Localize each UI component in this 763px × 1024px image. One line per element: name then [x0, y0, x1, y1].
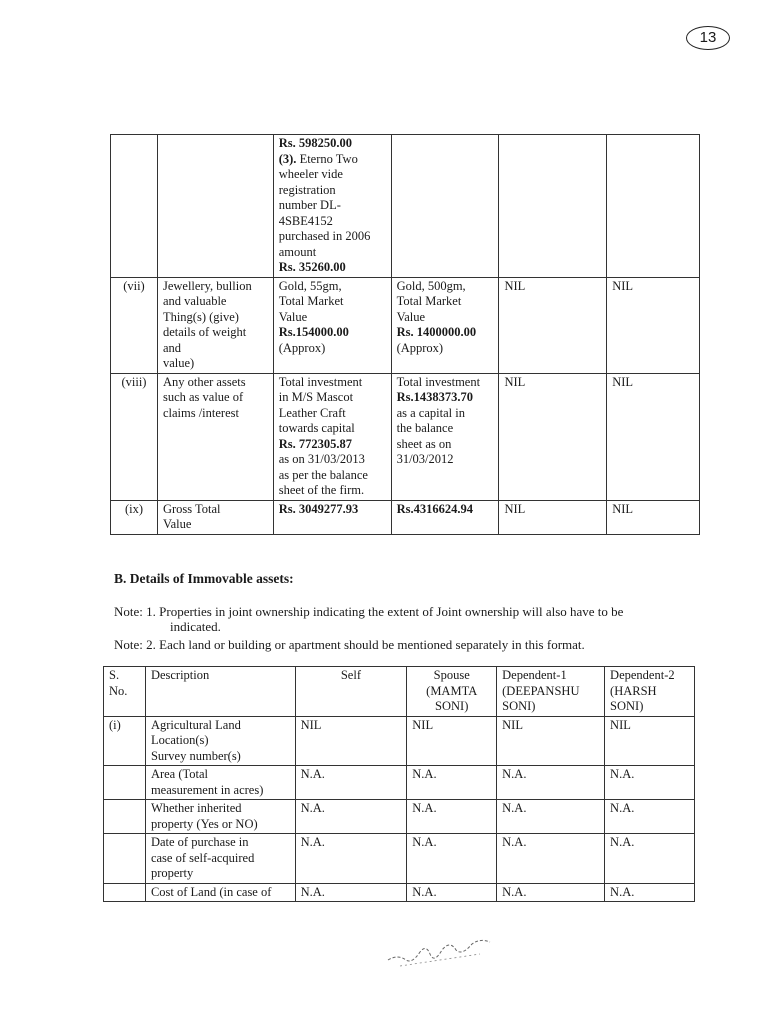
dependent-1-value: NIL: [499, 500, 607, 534]
asset-description: Cost of Land (in case of: [145, 883, 295, 902]
spouse-value: NIL: [407, 716, 497, 766]
dependent-1-value: NIL: [497, 716, 605, 766]
header-sno: S. No.: [104, 667, 146, 717]
dependent-1-value: N.A.: [497, 800, 605, 834]
table-row: [104, 883, 695, 902]
self-value: NIL: [295, 716, 407, 766]
dependent-1-value: N.A.: [497, 766, 605, 800]
movable-assets-table-continued: [110, 134, 700, 535]
dependent-2-value: NIL: [605, 716, 695, 766]
self-value: N.A.: [295, 800, 407, 834]
asset-description: [157, 135, 273, 278]
row-number: [104, 834, 146, 884]
dependent-2-value: N.A.: [605, 834, 695, 884]
header-dependent-1: Dependent-1 (DEEPANSHU SONI): [497, 667, 605, 717]
asset-description: Any other assets such as value of claims /interest: [157, 373, 273, 500]
row-number: [104, 800, 146, 834]
dependent-1-value: NIL: [499, 277, 607, 373]
header-description: Description: [145, 667, 295, 717]
spouse-value: [391, 135, 499, 278]
dependent-2-value: N.A.: [605, 883, 695, 902]
asset-description: Jewellery, bullion and valuable Thing(s) (give) details of weight and value): [157, 277, 273, 373]
self-value: Total investment in M/S Mascot Leather Craft towards capital Rs. 772305.87 as on 31/03/2013 as per the balance sheet of the firm.: [273, 373, 391, 500]
header-spouse: Spouse (MAMTA SONI): [407, 667, 497, 717]
row-number: (viii): [111, 373, 158, 500]
table-row: [111, 500, 700, 534]
note-2: Note: 2. Each land or building or apartment should be mentioned separately in this format.: [114, 637, 585, 652]
self-value: N.A.: [295, 766, 407, 800]
asset-description: Date of purchase in case of self-acquired property: [145, 834, 295, 884]
dependent-1-value: N.A.: [497, 883, 605, 902]
header-self: Self: [295, 667, 407, 717]
note-1-continuation: [170, 619, 221, 635]
dependent-2-value: N.A.: [605, 800, 695, 834]
row-number: [104, 766, 146, 800]
signature: [380, 932, 530, 972]
note-1-line-1: Note: 1. Properties in joint ownership indicating the extent of Joint ownership will also have to be: [114, 604, 624, 619]
table-row: [104, 716, 695, 766]
dependent-1-value: N.A.: [497, 834, 605, 884]
self-value: Rs. 598250.00 (3). Eterno Two wheeler vide registration number DL- 4SBE4152 purchased in 2006 amount Rs. 35260.00: [273, 135, 391, 278]
spouse-value: N.A.: [407, 766, 497, 800]
immovable-assets-table: [103, 666, 695, 902]
asset-description: Whether inherited property (Yes or NO): [145, 800, 295, 834]
table-row: [111, 135, 700, 278]
table-header-row: [104, 667, 695, 717]
row-number: (i): [104, 716, 146, 766]
row-number: [104, 883, 146, 902]
dependent-2-value: NIL: [607, 373, 700, 500]
section-b-heading: B. Details of Immovable assets:: [114, 571, 294, 586]
dependent-1-value: NIL: [499, 373, 607, 500]
spouse-value: N.A.: [407, 800, 497, 834]
dependent-2-value: N.A.: [605, 766, 695, 800]
dependent-2-value: NIL: [607, 277, 700, 373]
row-number: [111, 135, 158, 278]
asset-description: Gross Total Value: [157, 500, 273, 534]
row-number: (vii): [111, 277, 158, 373]
spouse-value: Gold, 500gm, Total Market Value Rs. 1400000.00 (Approx): [391, 277, 499, 373]
note-1: [114, 604, 623, 620]
self-value: Gold, 55gm, Total Market Value Rs.154000.00 (Approx): [273, 277, 391, 373]
self-value: N.A.: [295, 834, 407, 884]
table-row: [111, 373, 700, 500]
spouse-value: N.A.: [407, 834, 497, 884]
table-row: [104, 800, 695, 834]
spouse-value: Total investment Rs.1438373.70 as a capital in the balance sheet as on 31/03/2012: [391, 373, 499, 500]
self-value: Rs. 3049277.93: [273, 500, 391, 534]
dependent-1-value: [499, 135, 607, 278]
dependent-2-value: NIL: [607, 500, 700, 534]
note-1-line-2: indicated.: [170, 619, 221, 634]
asset-description: Area (Total measurement in acres): [145, 766, 295, 800]
row-number: (ix): [111, 500, 158, 534]
table-row: [104, 766, 695, 800]
self-value: N.A.: [295, 883, 407, 902]
dependent-2-value: [607, 135, 700, 278]
page-number: 13: [686, 26, 730, 50]
table-row: [111, 277, 700, 373]
asset-description: Agricultural Land Location(s) Survey number(s): [145, 716, 295, 766]
table-row: [104, 834, 695, 884]
spouse-value: Rs.4316624.94: [391, 500, 499, 534]
header-dependent-2: Dependent-2 (HARSH SONI): [605, 667, 695, 717]
spouse-value: N.A.: [407, 883, 497, 902]
